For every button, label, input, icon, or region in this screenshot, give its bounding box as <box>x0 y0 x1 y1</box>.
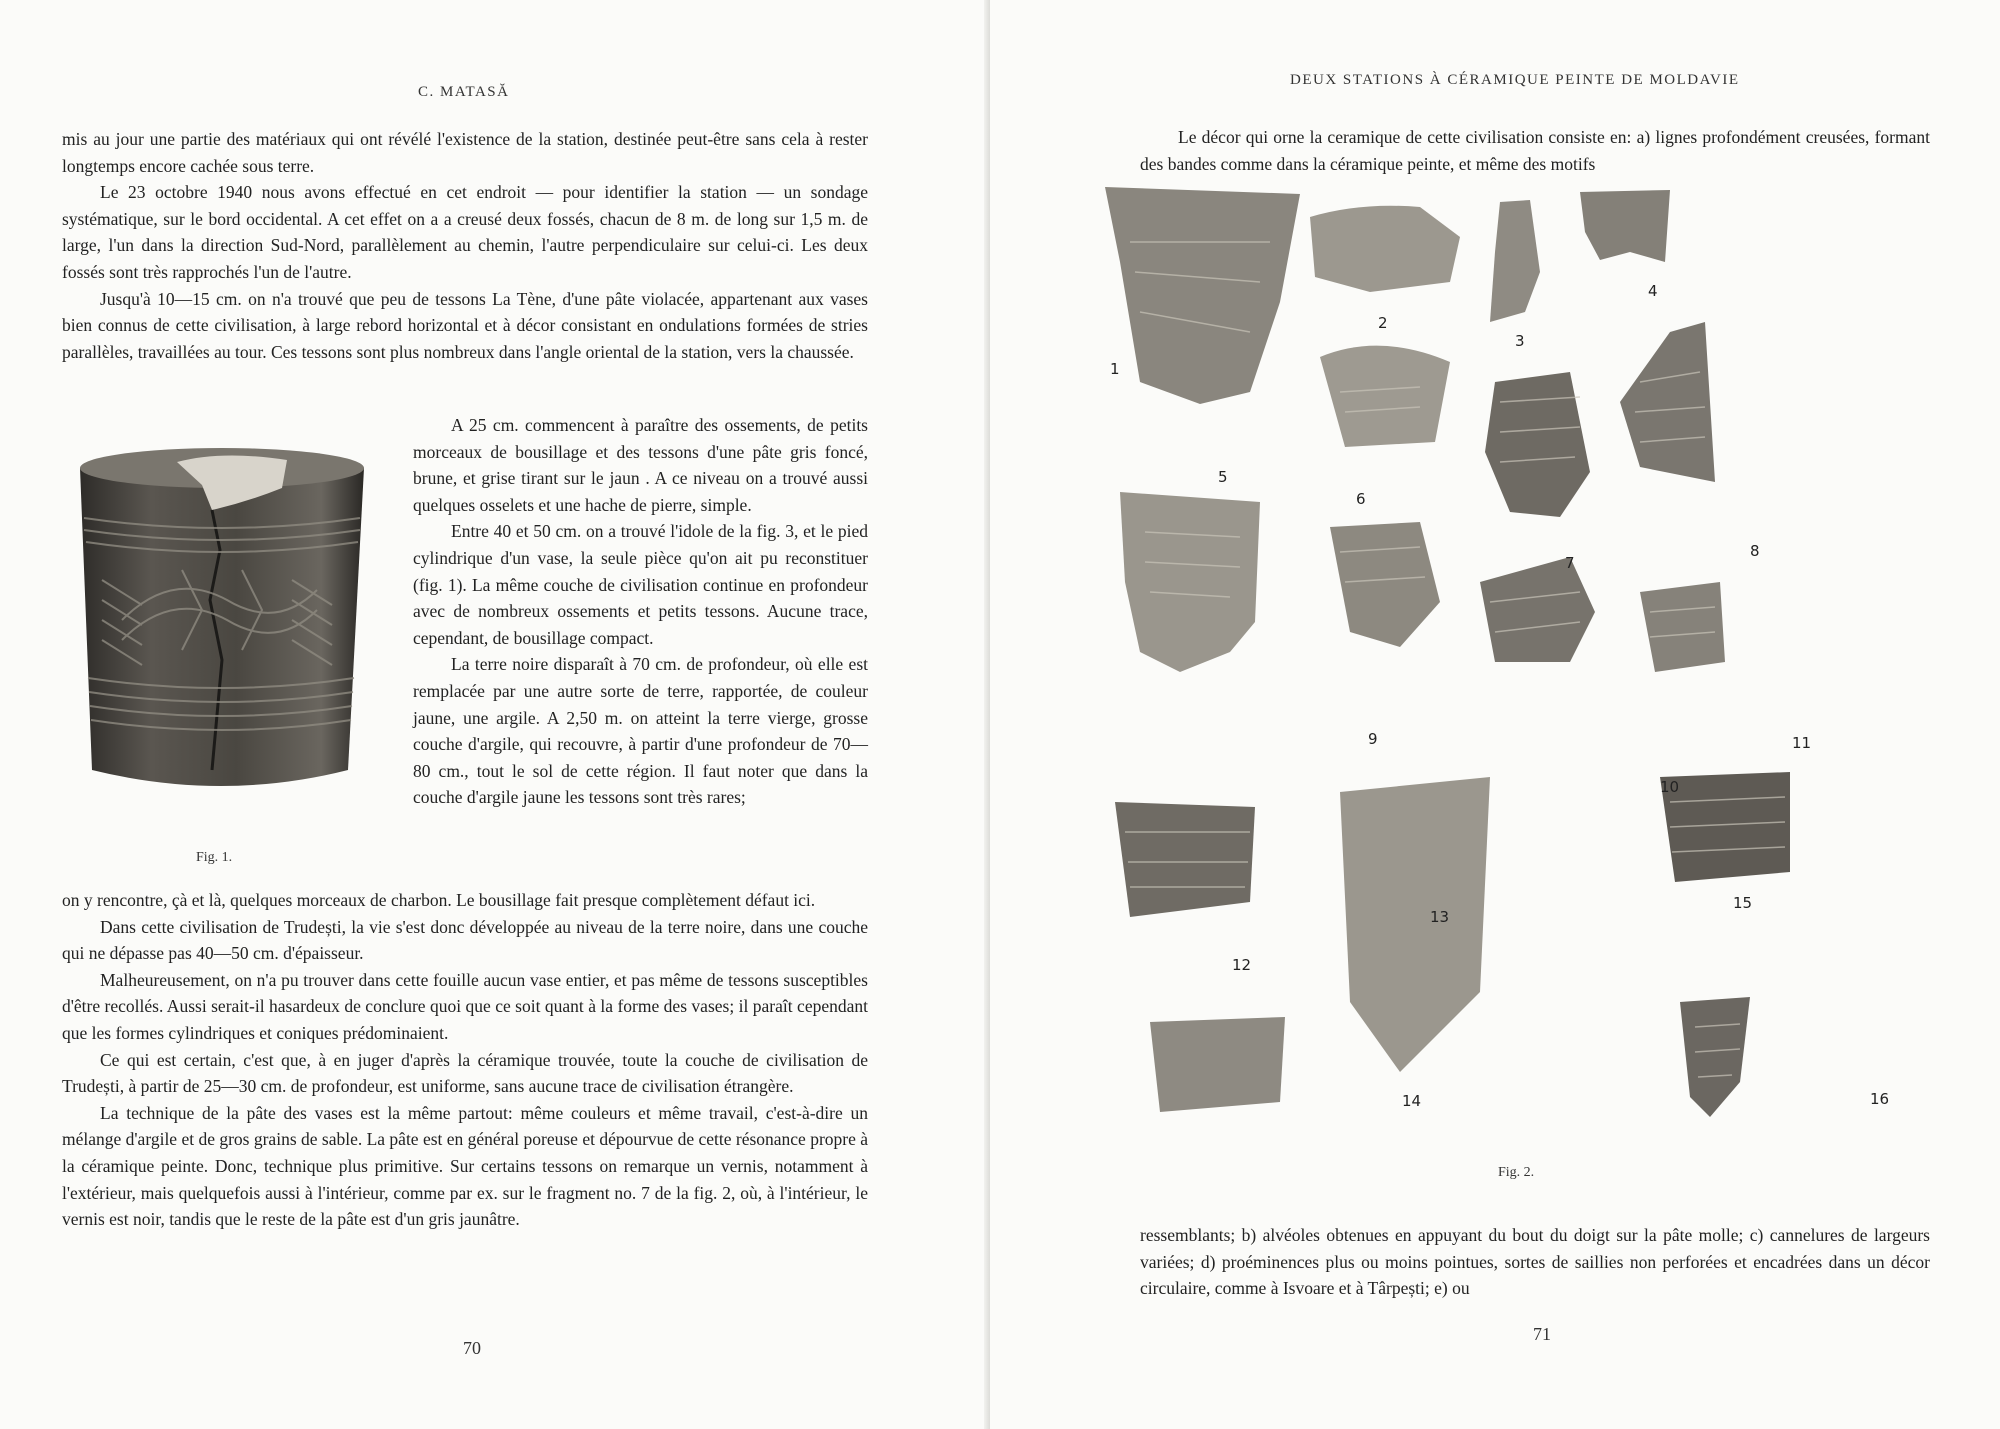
paragraph: Ce qui est certain, c'est que, à en juger d'après la céramique trouvée, toute la couche de civilisation de Trudești, à partir de 25—30 cm. de profondeur, est uniforme, sans aucune trace de civilisation étrangère. <box>62 1049 868 1097</box>
sherd-2 <box>1310 206 1460 292</box>
sherd-9 <box>1330 522 1440 647</box>
sherd-label: 9 <box>1368 730 1378 748</box>
right-top-text <box>1140 124 1930 177</box>
right-bottom-text <box>1140 1222 1930 1302</box>
sherd-label: 15 <box>1733 894 1753 912</box>
sherd-label: 8 <box>1750 542 1760 560</box>
paragraph: on y rencontre, çà et là, quelques morceaux de charbon. Le bousillage fait presque complètement défaut ici. <box>62 890 816 910</box>
paragraph: Le décor qui orne la ceramique de cette civilisation consiste en: a) lignes profondément creusées, formant des bandes comme dans la céramique peinte, et même des motifs <box>1140 127 1930 174</box>
paragraph: mis au jour une partie des matériaux qui ont révélé l'existence de la station, destinée peut-être sans cela à rester longtemps encore cachée sous terre. <box>62 129 868 176</box>
paragraph: Dans cette civilisation de Trudești, la vie s'est donc développée au niveau de la terre noire, dans une couche qui ne dépasse pas 40—50 cm. d'épaisseur. <box>62 916 868 964</box>
paragraph: ressemblants; b) alvéoles obtenues en appuyant du bout du doigt sur la pâte molle; c) cannelures de largeurs variées; d) proéminences plus ou moins pointues, sortes de saillies non perforées et encadrées dans un décor circulaire, comme à Isvoare et à Târpești; e) ou <box>1140 1225 1930 1299</box>
left-page <box>0 0 990 1429</box>
sherd-16 <box>1680 997 1750 1117</box>
sherd-label: 14 <box>1402 1092 1422 1110</box>
paragraph: La terre noire disparaît à 70 cm. de profondeur, où elle est remplacée par une autre sorte de terre, rapportée, de couleur jaune, une argile. A 2,50 m. on atteint la terre vierge, grosse couche d'argile, qui recouvre, à partir d'une profondeur de 70—80 cm., tout le sol de cette région. Il faut noter que dans la couche d'argile jaune les tessons sont très rares; <box>413 654 868 808</box>
sherd-label: 7 <box>1565 554 1575 572</box>
sherd-1 <box>1105 187 1300 404</box>
sherd-label: 6 <box>1356 490 1366 508</box>
sherd-5 <box>1320 346 1450 447</box>
sherd-label: 13 <box>1430 908 1450 926</box>
sherd-15 <box>1150 1017 1285 1112</box>
sherd-12 <box>1115 802 1255 917</box>
figure-2-sherds <box>1100 182 1950 1172</box>
sherd-8 <box>1120 492 1260 672</box>
left-top-text <box>62 126 868 365</box>
sherd-label: 16 <box>1870 1090 1890 1108</box>
sherd-label: 12 <box>1232 956 1252 974</box>
right-page <box>990 0 2000 1429</box>
paragraph: Malheureusement, on n'a pu trouver dans cette fouille aucun vase entier, et pas même de tessons susceptibles d'être recollés. Aussi serait-il hasardeux de conclure quoi que ce soit quant à la forme des vases; il paraît cependant que les formes cylindriques et coniques prédominaient. <box>62 969 868 1043</box>
paragraph: Entre 40 et 50 cm. on a trouvé l'idole de la fig. 3, et le pied cylindrique d'un vase, la seule pièce qu'on ait pu reconstituer (fig. 1). La même couche de civilisation continue en profondeur avec de nombreux ossements et petits tessons. Aucune trace, cependant, de bousillage compact. <box>413 521 868 648</box>
sherd-label: 1 <box>1110 360 1120 378</box>
sherd-label: 10 <box>1660 778 1680 796</box>
sherd-10 <box>1480 557 1595 662</box>
sherd-11 <box>1640 582 1725 672</box>
figure-1-caption: Fig. 1. <box>196 850 233 865</box>
right-running-head: DEUX STATIONS À CÉRAMIQUE PEINTE DE MOLDAVIE <box>1290 72 1740 88</box>
left-bottom-text <box>62 887 868 1233</box>
sherd-13 <box>1340 777 1490 1072</box>
paragraph: Le 23 octobre 1940 nous avons effectué en cet endroit — pour identifier la station — un sondage systématique, sur le bord occidental. A cet effet on a a creusé deux fossés, chacun de 8 m. de long sur 1,5 m. de large, l'un dans la direction Sud-Nord, parallèlement au chemin, l'autre perpendiculaire sur celui-ci. Les deux fossés sont très rapprochés l'un de l'autre. <box>62 182 868 282</box>
left-page-number: 70 <box>463 1338 481 1358</box>
sherd-label: 4 <box>1648 282 1658 300</box>
sherds-image <box>1100 182 1950 1172</box>
sherd-label: 11 <box>1792 734 1812 752</box>
left-side-text <box>413 412 868 811</box>
sherd-4 <box>1580 190 1670 262</box>
sherd-label: 5 <box>1218 468 1228 486</box>
sherd-7 <box>1620 322 1715 482</box>
sherd-6 <box>1485 372 1590 517</box>
right-page-number: 71 <box>1533 1324 1551 1344</box>
paragraph: La technique de la pâte des vases est la même partout: même couleurs et même travail, c'est-à-dire un mélange d'argile et de gros grains de sable. La pâte est en général poreuse et dépourvue de cette résonance propre à la céramique peinte. Donc, technique plus primitive. Sur certains tessons on remarque un vernis, notamment à l'extérieur, mais quelquefois aussi à l'intérieur, comme par ex. sur le fragment no. 7 de la fig. 2, où, à l'intérieur, le vernis est noir, tandis que le reste de la pâte est d'un gris jaunâtre. <box>62 1102 869 1230</box>
paragraph: Jusqu'à 10—15 cm. on n'a trouvé que peu de tessons La Tène, d'une pâte violacée, appartenant aux vases bien connus de cette civilisation, à large rebord horizontal et à décor consistant en ondulations formées de stries parallèles, travaillées au tour. Ces tessons sont plus nombreux dans l'angle oriental de la station, vers la chaussée. <box>62 288 868 362</box>
left-running-head: C. MATASĂ <box>418 84 510 100</box>
sherd-label: 3 <box>1515 332 1525 350</box>
figure-2-caption: Fig. 2. <box>1498 1165 1535 1180</box>
sherd-3 <box>1490 200 1540 322</box>
paragraph: A 25 cm. commencent à paraître des ossements, de petits morceaux de bousillage et des tessons d'une pâte gris foncé, brune, et grise tirant sur le jaun . A ce niveau on a trouvé aussi quelques osselets et une hache de pierre, simple. <box>413 415 868 515</box>
figure-1-vessel <box>62 440 382 825</box>
vessel-image <box>62 440 382 825</box>
sherd-label: 2 <box>1378 314 1388 332</box>
